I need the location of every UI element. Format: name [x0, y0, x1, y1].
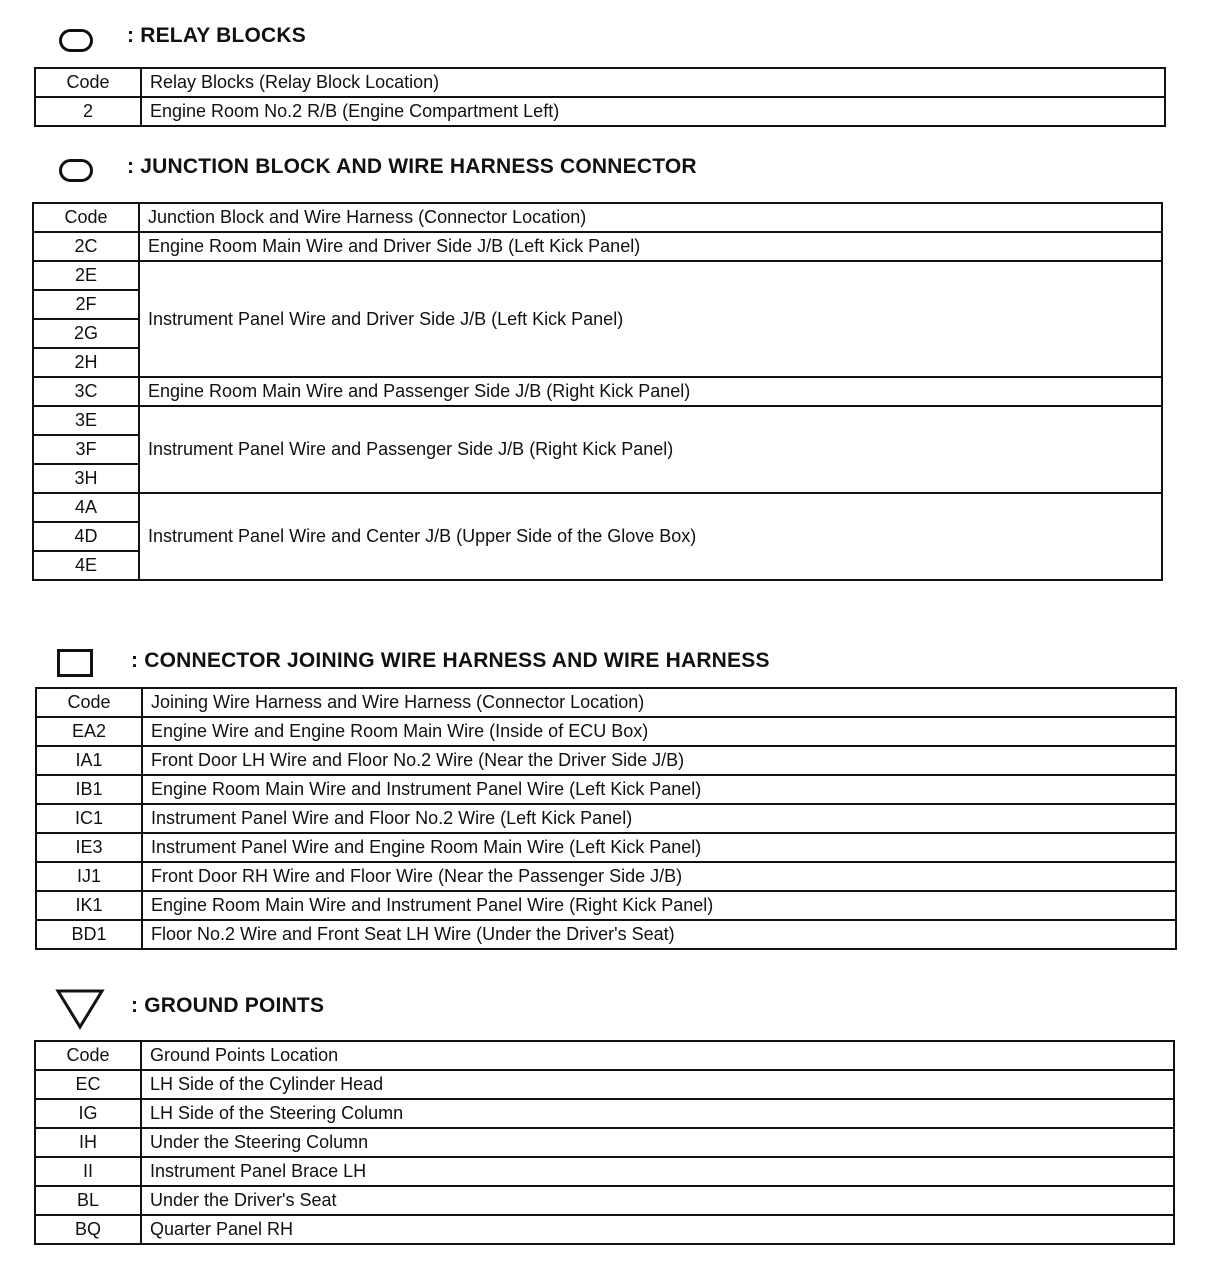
table-header-row — [35, 68, 1165, 97]
row-desc: Front Door RH Wire and Floor Wire (Near the Passenger Side J/B) — [142, 862, 1176, 891]
row-code: 2H — [33, 348, 139, 377]
junction-block-table — [32, 202, 1163, 581]
table-row — [33, 261, 1162, 290]
table-row — [35, 1128, 1174, 1157]
row-code: 2G — [33, 319, 139, 348]
row-desc: Floor No.2 Wire and Front Seat LH Wire (Under the Driver's Seat) — [142, 920, 1176, 949]
header-desc: Joining Wire Harness and Wire Harness (Connector Location) — [142, 688, 1176, 717]
row-desc: Engine Room Main Wire and Instrument Panel Wire (Right Kick Panel) — [142, 891, 1176, 920]
row-desc: LH Side of the Steering Column — [141, 1099, 1174, 1128]
row-code: IE3 — [36, 833, 142, 862]
row-code: 3C — [33, 377, 139, 406]
header-desc: Ground Points Location — [141, 1041, 1174, 1070]
row-desc: Instrument Panel Brace LH — [141, 1157, 1174, 1186]
junction-block-symbol-icon — [59, 159, 93, 182]
row-desc: Instrument Panel Wire and Floor No.2 Wire (Left Kick Panel) — [142, 804, 1176, 833]
table-row — [35, 97, 1165, 126]
row-code: EC — [35, 1070, 141, 1099]
table-row — [36, 717, 1176, 746]
connector-table — [35, 687, 1177, 950]
row-desc: Instrument Panel Wire and Engine Room Main Wire (Left Kick Panel) — [142, 833, 1176, 862]
table-row — [36, 775, 1176, 804]
row-code: 4E — [33, 551, 139, 580]
row-code: IK1 — [36, 891, 142, 920]
table-header-row — [36, 688, 1176, 717]
connector-symbol-icon — [57, 649, 93, 677]
relay-block-symbol-icon — [59, 29, 93, 52]
table-header-row — [35, 1041, 1174, 1070]
row-code: IG — [35, 1099, 141, 1128]
row-code: 4D — [33, 522, 139, 551]
row-code: BD1 — [36, 920, 142, 949]
header-desc: Relay Blocks (Relay Block Location) — [141, 68, 1165, 97]
table-row — [33, 493, 1162, 522]
row-desc: Engine Wire and Engine Room Main Wire (Inside of ECU Box) — [142, 717, 1176, 746]
table-row — [36, 833, 1176, 862]
ground-points-table — [34, 1040, 1175, 1245]
table-row — [35, 1215, 1174, 1244]
header-desc: Junction Block and Wire Harness (Connector Location) — [139, 203, 1162, 232]
row-desc: Engine Room Main Wire and Driver Side J/B (Left Kick Panel) — [139, 232, 1162, 261]
row-code: IH — [35, 1128, 141, 1157]
row-code: IB1 — [36, 775, 142, 804]
row-code: 2C — [33, 232, 139, 261]
row-code: BQ — [35, 1215, 141, 1244]
row-desc: Instrument Panel Wire and Center J/B (Upper Side of the Glove Box) — [139, 493, 1162, 580]
row-code: 4A — [33, 493, 139, 522]
ground-points-heading: : GROUND POINTS — [131, 994, 325, 1017]
row-desc: Quarter Panel RH — [141, 1215, 1174, 1244]
row-code: II — [35, 1157, 141, 1186]
relay-blocks-heading: : RELAY BLOCKS — [127, 24, 306, 47]
row-desc: Engine Room No.2 R/B (Engine Compartment Left) — [141, 97, 1165, 126]
header-code: Code — [36, 688, 142, 717]
table-row — [36, 862, 1176, 891]
header-code: Code — [35, 68, 141, 97]
table-row — [33, 377, 1162, 406]
row-desc: LH Side of the Cylinder Head — [141, 1070, 1174, 1099]
table-row — [35, 1157, 1174, 1186]
junction-block-heading: : JUNCTION BLOCK AND WIRE HARNESS CONNECTOR — [127, 155, 697, 178]
row-desc: Under the Driver's Seat — [141, 1186, 1174, 1215]
row-code: EA2 — [36, 717, 142, 746]
row-code: BL — [35, 1186, 141, 1215]
row-desc: Instrument Panel Wire and Passenger Side J/B (Right Kick Panel) — [139, 406, 1162, 493]
row-code: 3E — [33, 406, 139, 435]
table-row — [35, 1070, 1174, 1099]
row-code: 2 — [35, 97, 141, 126]
table-row — [36, 891, 1176, 920]
header-code: Code — [35, 1041, 141, 1070]
table-row — [35, 1099, 1174, 1128]
relay-blocks-table — [34, 67, 1166, 127]
table-row — [33, 406, 1162, 435]
row-code: IC1 — [36, 804, 142, 833]
row-code: 2F — [33, 290, 139, 319]
row-code: IA1 — [36, 746, 142, 775]
row-desc: Engine Room Main Wire and Passenger Side J/B (Right Kick Panel) — [139, 377, 1162, 406]
row-code: 2E — [33, 261, 139, 290]
table-row — [35, 1186, 1174, 1215]
row-code: IJ1 — [36, 862, 142, 891]
ground-point-triangle-icon — [55, 988, 105, 1030]
table-row — [36, 746, 1176, 775]
table-row — [33, 232, 1162, 261]
table-row — [36, 920, 1176, 949]
row-desc: Instrument Panel Wire and Driver Side J/B (Left Kick Panel) — [139, 261, 1162, 377]
row-code: 3F — [33, 435, 139, 464]
row-desc: Under the Steering Column — [141, 1128, 1174, 1157]
row-desc: Front Door LH Wire and Floor No.2 Wire (Near the Driver Side J/B) — [142, 746, 1176, 775]
connector-heading: : CONNECTOR JOINING WIRE HARNESS AND WIRE HARNESS — [131, 649, 770, 672]
header-code: Code — [33, 203, 139, 232]
row-code: 3H — [33, 464, 139, 493]
table-row — [36, 804, 1176, 833]
row-desc: Engine Room Main Wire and Instrument Panel Wire (Left Kick Panel) — [142, 775, 1176, 804]
table-header-row — [33, 203, 1162, 232]
